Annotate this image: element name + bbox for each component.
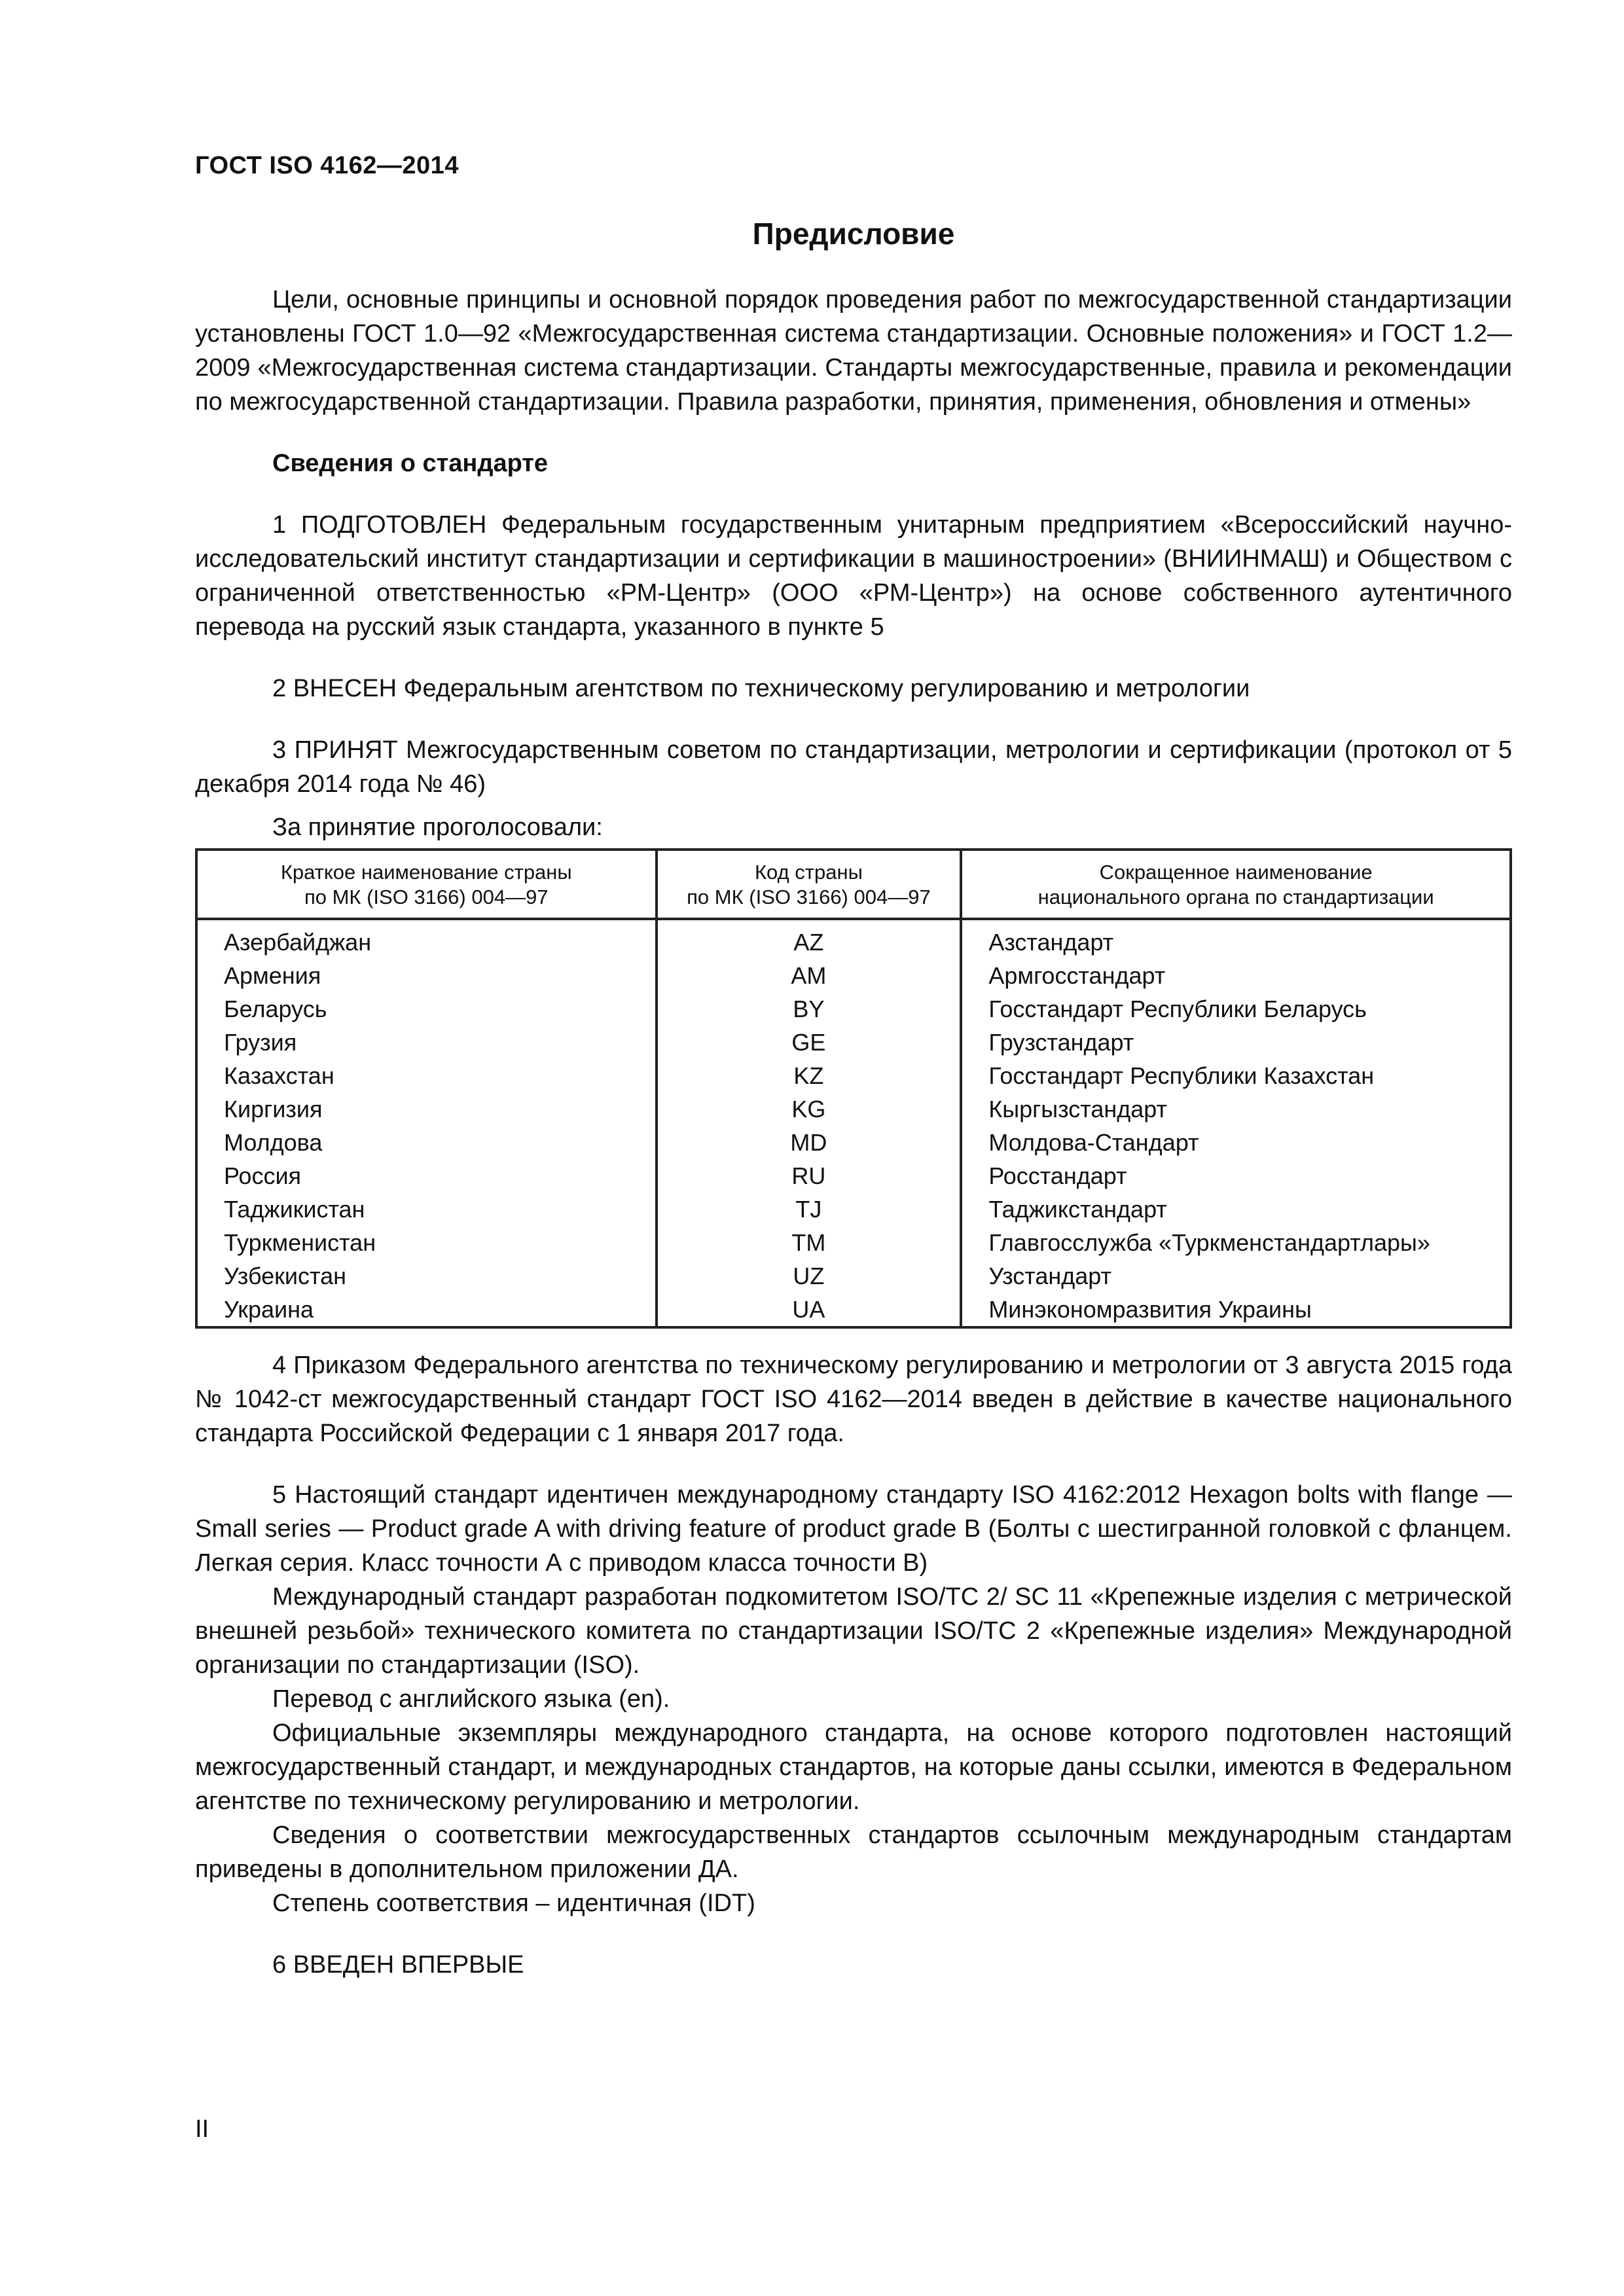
country-code-cell: TM: [657, 1226, 962, 1259]
standards-body-cell: Росстандарт: [961, 1159, 1511, 1193]
section-heading: Сведения о стандарте: [272, 450, 549, 477]
header-country: Краткое наименование страны по МК (ISO 3166) 004—97: [196, 850, 657, 919]
country-cell: Киргизия: [196, 1092, 657, 1126]
country-cell: Казахстан: [196, 1059, 657, 1092]
standards-body-cell: Таджикстандарт: [961, 1193, 1511, 1226]
country-code-cell: TJ: [657, 1193, 962, 1226]
country-cell: Туркменистан: [196, 1226, 657, 1259]
standards-body-cell: Грузстандарт: [961, 1026, 1511, 1059]
document-page: [195, 0, 1512, 2296]
country-cell: Молдова: [196, 1126, 657, 1159]
item-1: 1 ПОДГОТОВЛЕН Федеральным государственным унитарным предприятием «Всероссийский научно-исследовательский институт стандартизации и сертификации в машиностроении» (ВНИИНМАШ) и Обществом с ограниченной ответственностью «РМ-Центр» (ООО «РМ-Центр») на основе собственного аутентичного перевода на русский язык стандарта, указанного в пункте 5: [195, 511, 1512, 641]
standards-body-cell: Главгосслужба «Туркменстандартлары»: [961, 1226, 1511, 1259]
country-code-cell: BY: [657, 992, 962, 1026]
country-cell: Грузия: [196, 1026, 657, 1059]
standards-body-cell: Кыргызстандарт: [961, 1092, 1511, 1126]
country-cell: Таджикистан: [196, 1193, 657, 1226]
country-cell: Азербайджан: [196, 919, 657, 959]
table-row: [196, 1126, 1511, 1159]
voting-table: [195, 848, 1512, 1329]
table-row: [196, 1159, 1511, 1193]
table-row: [196, 959, 1511, 992]
page-title: Предисловие: [752, 217, 955, 251]
item-5-subcommittee: Международный стандарт разработан подкомитетом ISO/TC 2/ SC 11 «Крепежные изделия с метрической внешней резьбой» технического комитета по стандартизации ISO/TC 2 «Крепежные изделия» Международной организации по стандартизации (ISO).: [195, 1583, 1512, 1679]
table-row: [196, 992, 1511, 1026]
document-header: ГОСТ ISO 4162—2014: [195, 152, 459, 179]
standards-body-cell: Азстандарт: [961, 919, 1511, 959]
page-number: II: [195, 2115, 209, 2143]
item-4: 4 Приказом Федерального агентства по техническому регулированию и метрологии от 3 августа 2015 года № 1042-ст межгосударственный стандарт ГОСТ ISO 4162—2014 введен в действие в качестве национального стандарта Российской Федерации с 1 января 2017 года.: [195, 1352, 1512, 1447]
item-5-official-copies: Официальные экземпляры международного стандарта, на основе которого подготовлен настоящий межгосударственный стандарт, и международных стандартов, на которые даны ссылки, имеются в Федеральном агентстве по техническому регулированию и метрологии.: [195, 1719, 1512, 1815]
standards-body-cell: Минэкономразвития Украины: [961, 1293, 1511, 1327]
standards-body-cell: Армгосстандарт: [961, 959, 1511, 992]
item-5: 5 Настоящий стандарт идентичен международному стандарту ISO 4162:2012 Hexagon bolts with flange — Small series — Product grade A with driving feature of product grade B (Болты с шестигранной головкой с фланцем. Легкая серия. Класс точности А с приводом класса точности В): [195, 1481, 1512, 1577]
item-2: 2 ВНЕСЕН Федеральным агентством по техническому регулированию и метрологии: [272, 675, 1250, 702]
country-code-cell: AZ: [657, 919, 962, 959]
standards-body-cell: Узстандарт: [961, 1259, 1511, 1293]
country-cell: Россия: [196, 1159, 657, 1193]
intro-paragraph: Цели, основные принципы и основной порядок проведения работ по межгосударственной стандартизации установлены ГОСТ 1.0—92 «Межгосударственная система стандартизации. Основные положения» и ГОСТ 1.2—2009 «Межгосударственная система стандартизации. Стандарты межгосударственные, правила и рекомендации по межгосударственной стандартизации. Правила разработки, принятия, применения, обновления и отмены»: [195, 286, 1512, 416]
country-cell: Украина: [196, 1293, 657, 1327]
table-row: [196, 919, 1511, 959]
country-code-cell: MD: [657, 1126, 962, 1159]
item-3: 3 ПРИНЯТ Межгосударственным советом по стандартизации, метрологии и сертификации (протокол от 5 декабря 2014 года № 46): [195, 736, 1512, 798]
standards-body-cell: Госстандарт Республики Беларусь: [961, 992, 1511, 1026]
country-code-cell: KZ: [657, 1059, 962, 1092]
country-code-cell: KG: [657, 1092, 962, 1126]
item-6: 6 ВВЕДЕН ВПЕРВЫЕ: [272, 1951, 524, 1979]
table-row: [196, 1092, 1511, 1126]
table-row: [196, 1026, 1511, 1059]
country-code-cell: RU: [657, 1159, 962, 1193]
table-header-row: [196, 850, 1511, 919]
vote-intro: За принятие проголосовали:: [272, 814, 603, 841]
document-body: [195, 283, 1512, 1982]
country-code-cell: UA: [657, 1293, 962, 1327]
item-5-translation: Перевод с английского языка (en).: [272, 1685, 670, 1713]
table-row: [196, 1059, 1511, 1092]
country-code-cell: GE: [657, 1026, 962, 1059]
table-row: [196, 1226, 1511, 1259]
country-cell: Беларусь: [196, 992, 657, 1026]
standards-body-cell: Госстандарт Республики Казахстан: [961, 1059, 1511, 1092]
header-body: Сокращенное наименование национального органа по стандартизации: [961, 850, 1511, 919]
item-5-correspondence: Сведения о соответствии межгосударственных стандартов ссылочным международным стандартам приведены в дополнительном приложении ДА.: [195, 1821, 1512, 1883]
country-code-cell: AM: [657, 959, 962, 992]
country-cell: Узбекистан: [196, 1259, 657, 1293]
standards-body-cell: Молдова-Стандарт: [961, 1126, 1511, 1159]
item-5-degree: Степень соответствия – идентичная (IDT): [272, 1890, 755, 1917]
table-row: [196, 1293, 1511, 1327]
table-row: [196, 1259, 1511, 1293]
country-cell: Армения: [196, 959, 657, 992]
country-code-cell: UZ: [657, 1259, 962, 1293]
header-code: Код страны по МК (ISO 3166) 004—97: [657, 850, 962, 919]
table-row: [196, 1193, 1511, 1226]
